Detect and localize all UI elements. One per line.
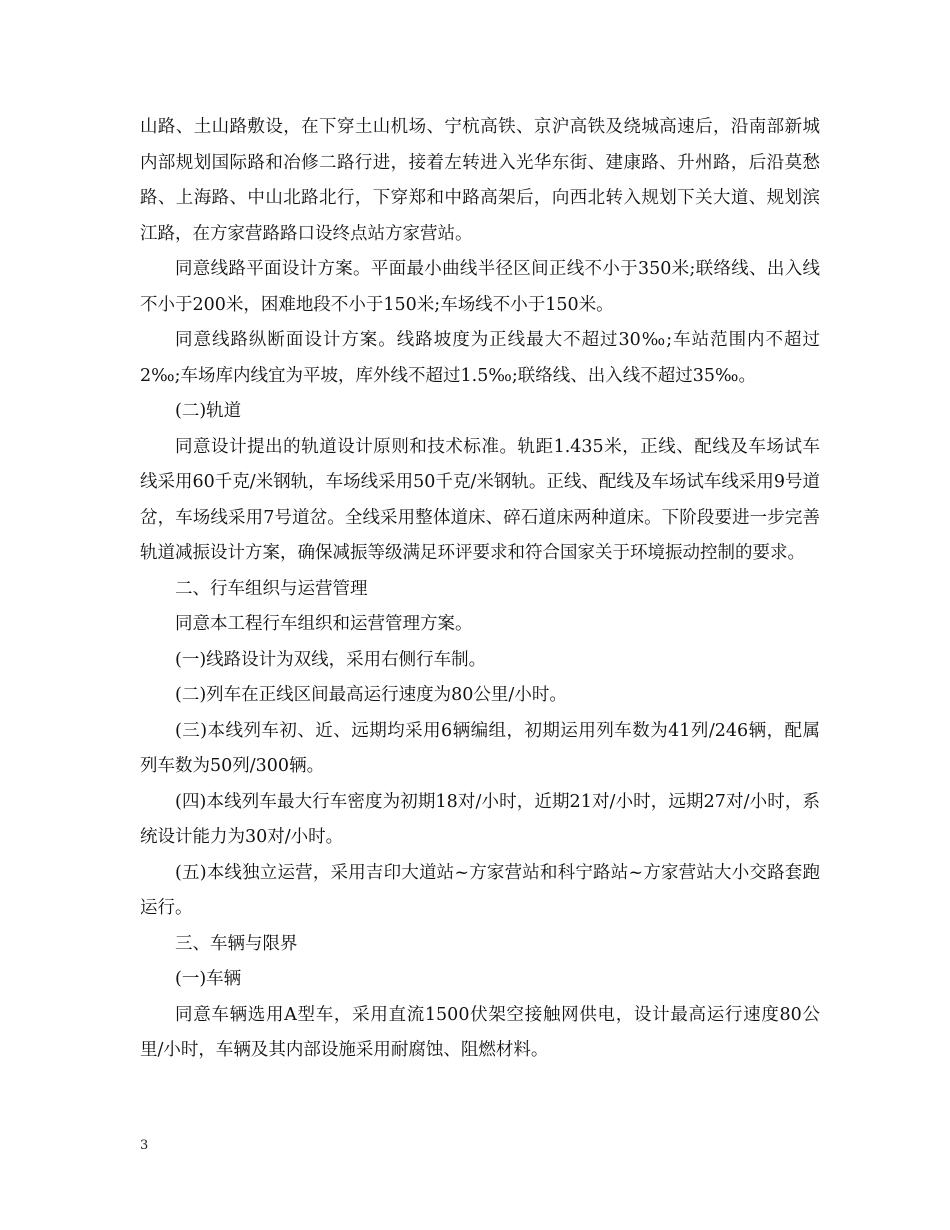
heading-vehicles-clearance: 三、车辆与限界 (175, 933, 298, 954)
paragraph-route-description: 山路、土山路敷设，在下穿土山机场、宁杭高铁、京沪高铁及绕城高速后，沿南部新城内部规划国际路和冶修二路行进，接着左转进入光华东街、建康路、升州路，后沿莫愁路、上海路、中山北路北行，下穿郑和中路高架后，向西北转入规划下关大道、规划滨江路，在方家营路路口设终点站方家营站。 (140, 117, 820, 244)
paragraph-operation-approval: 同意本工程行车组织和运营管理方案。 (175, 614, 473, 634)
heading-track: (二)轨道 (175, 401, 242, 421)
paragraph-plane-design: 同意线路平面设计方案。平面最小曲线半径区间正线不小于350米;联络线、出入线不小于200米，困难地段不小于150米;车场线不小于150米。 (140, 259, 820, 315)
list-item-double-line: (一)线路设计为双线，采用右侧行车制。 (175, 649, 487, 670)
list-item-independent-operation: (五)本线独立运营，采用吉印大道站~方家营站和科宁路站~方家营站大小交路套跑运行。 (140, 862, 820, 918)
list-item-train-formation: (三)本线列车初、近、远期均采用6辆编组，初期运用列车数为41列/246辆，配属列车数为50列/300辆。 (140, 720, 820, 776)
list-item-max-speed: (二)列车在正线区间最高运行速度为80公里/小时。 (175, 685, 567, 705)
paragraph-track-design: 同意设计提出的轨道设计原则和技术标准。轨距1.435米，正线、配线及车场试车线采用60千克/米钢轨，车场线采用50千克/米钢轨。正线、配线及车场试车线采用9号道岔，车场线采用7号道岔。全线采用整体道床、碎石道床两种道床。下阶段要进一步完善轨道减振设计方案，确保减振等级满足环评要求和符合国家关于环境振动控制的要求。 (140, 436, 820, 563)
page-number: 3 (140, 1138, 149, 1153)
heading-vehicles: (一)车辆 (175, 969, 242, 989)
document-body (140, 110, 820, 1069)
list-item-train-density: (四)本线列车最大行车密度为初期18对/小时，近期21对/小时，远期27对/小时，系统设计能力为30对/小时。 (140, 791, 820, 847)
heading-operation: 二、行车组织与运营管理 (175, 578, 368, 599)
paragraph-profile-design: 同意线路纵断面设计方案。线路坡度为正线最大不超过30‰;车站范围内不超过2‰;车场库内线宜为平坡，库外线不超过1.5‰;联络线、出入线不超过35‰。 (140, 330, 820, 386)
paragraph-vehicle-selection: 同意车辆选用A型车，采用直流1500伏架空接触网供电，设计最高运行速度80公里/小时，车辆及其内部设施采用耐腐蚀、阻燃材料。 (140, 1004, 820, 1060)
